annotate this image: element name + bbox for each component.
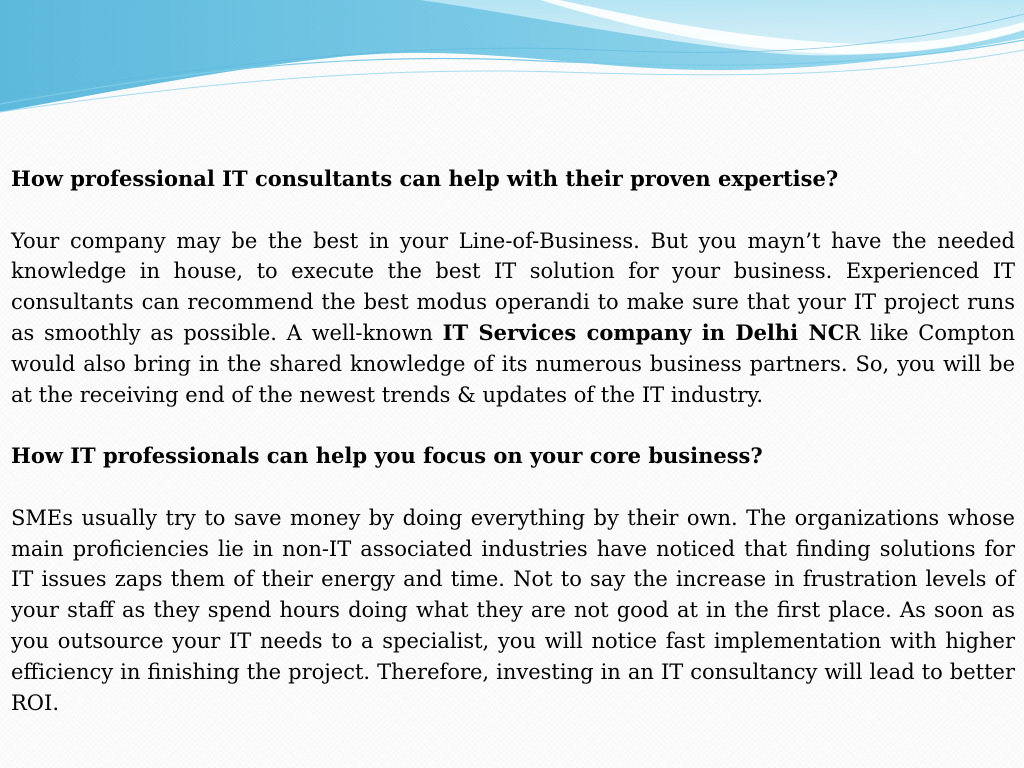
header-wave-decoration (0, 0, 1024, 130)
section-heading-core-business: How IT professionals can help you focus on your core business? (11, 443, 763, 469)
paragraph-core-business: SMEs usually try to save money by doing everything by their own. The organizations whose main proficiencies lie in non-IT associated industries have noticed that finding solutions for IT issues zaps them of their energy and time. Not to say the increase in frustration levels of your staff as they spend hours doing what they are not good at in the first place. As soon as you outsource your IT needs to a specialist, you will notice fast implementation with higher efficiency in finishing the project. Therefore, investing in an IT consultancy will lead to better ROI. (11, 505, 1015, 715)
slide-content (11, 164, 1015, 718)
paragraph-expertise-text-b: like Compton would also bring in the shared knowledge of its numerous business partners. So, you will be at the receiving end of the newest trends & updates of the IT industry. (11, 320, 1015, 407)
section-heading-expertise: How professional IT consultants can help with their proven expertise? (11, 166, 839, 191)
spacer (11, 472, 1015, 503)
paragraph-expertise (11, 226, 1015, 411)
spacer (11, 410, 1015, 441)
paragraph-expertise-text-a: Your company may be the best in your Line-of-Business. But you mayn’t have the needed knowledge in house, to execute the best IT solution for your business. Experienced IT consultants can recommend the best modus operandi to make sure that your IT project runs as smoothly as possible. A well-known (11, 228, 1015, 345)
keyword-trailing-letter: R (844, 320, 861, 345)
spacer (11, 195, 1015, 226)
keyword-it-services-delhi: IT Services company in Delhi NC (442, 319, 845, 345)
